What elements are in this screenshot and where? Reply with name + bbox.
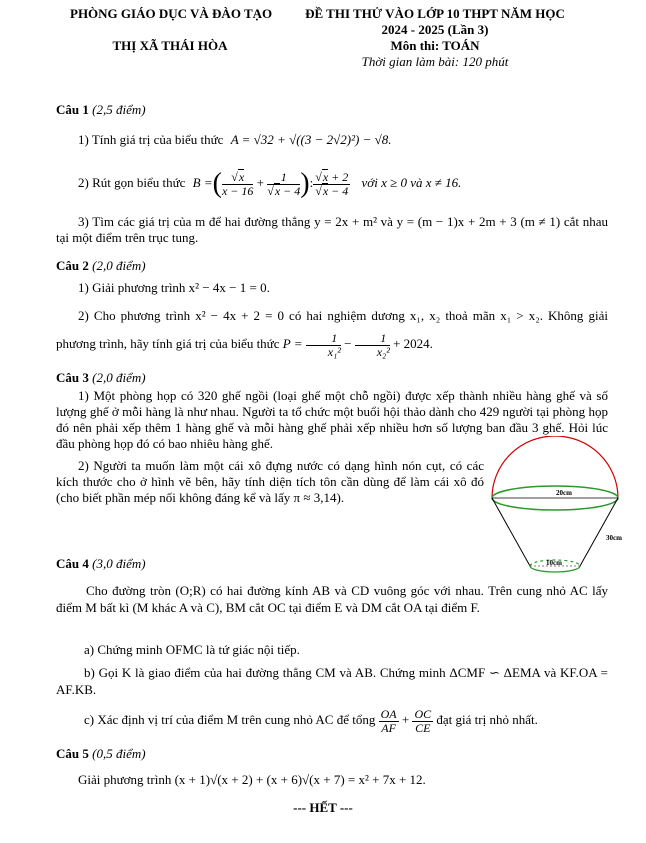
cau2-heading: Câu 2 (2,0 điểm) — [56, 258, 146, 273]
cau2-q1: 1) Giải phương trình x² − 4x − 1 = 0. — [78, 280, 270, 295]
school-district: THỊ XÃ THÁI HÒA — [112, 38, 228, 53]
exam-title: ĐỀ THI THỬ VÀO LỚP 10 THPT NĂM HỌC — [305, 6, 565, 21]
cau4-qc: c) Xác định vị trí của điểm M trên cung nhỏ AC để tổng $\frac{OA}{AF}$ + $\frac{OC}{CE}$ đạt giá trị nhỏ nhất. — [84, 706, 538, 735]
cau4-intro: Cho đường tròn (O;R) có hai đường kính AB và CD vuông góc với nhau. Trên cung nhỏ AC lấy điểm M bất kì (M khác A và C), BM cắt OC tại điểm E và DM cắt OA tại điểm F. — [56, 583, 608, 615]
cau1-q1: 1) Tính giá trị của biểu thức A = √32 + √((3 − 2√2)²) − √8. — [78, 132, 392, 147]
label-side: 30cm — [606, 534, 622, 542]
label-top: 20cm — [556, 489, 572, 497]
cau1-q3: 3) Tìm các giá trị của m để hai đường thẳng y = 2x + m² và y = (m − 1)x + 2m + 3 (m ≠ 1) cắt nhau tại một điểm trên trục tung. — [56, 214, 608, 245]
cau1-q2-expression: B = — [192, 175, 213, 190]
cau4-qa: a) Chứng minh OFMC là tứ giác nội tiếp. — [84, 642, 300, 657]
label-bottom: 10cm — [546, 559, 562, 567]
cau3-q2: 2) Người ta muốn làm một cái xô đựng nước có dạng hình nón cụt, có các kích thước cho ở hình vẽ bên, hãy tính diện tích tôn cần dùng để làm cái xô đó (cho biết phần mép nối không đáng kể và lấy π ≈ 3,14). — [56, 458, 484, 505]
cau2-q2: 2) Cho phương trình x² − 4x + 2 = 0 có hai nghiệm dương x₁, x₂ thoả mãn x₁ > x₂. Không giải phương trình, hãy tính giá trị của biểu thức P = $\frac{1}{\text{x₁²}}$ − $\frac{1}{\text{x₂²}}$ + 2024. — [56, 308, 608, 359]
exam-year: 2024 - 2025 (Lần 3) — [381, 22, 489, 37]
cau3-heading: Câu 3 (2,0 điểm) — [56, 370, 146, 385]
cau5-heading: Câu 5 (0,5 điểm) — [56, 746, 146, 761]
exam-subject: Môn thi: TOÁN — [390, 38, 480, 53]
cau1-heading: Câu 1 (2,5 điểm) — [56, 102, 146, 117]
end-marker: --- HẾT --- — [293, 800, 353, 815]
school-department: PHÒNG GIÁO DỤC VÀ ĐÀO TẠO — [70, 6, 273, 21]
bucket-figure — [480, 436, 630, 586]
cau4-heading: Câu 4 (3,0 điểm) — [56, 556, 146, 571]
cau3-q1: 1) Một phòng họp có 320 ghế ngồi (loại ghế một chỗ ngồi) được xếp thành nhiều hàng ghế và số lượng ghế ở mỗi hàng là như nhau. Người ta tổ chức một buổi hội thảo dành cho 429 người tại phòng họp đó nên phải xếp thêm 1 hàng ghế và mỗi hàng ghế phải xếp nhiều hơn số lượng ban đầu 3 ghế. Hỏi lúc đầu phòng họp đó có bao nhiêu hàng ghế. — [56, 388, 608, 451]
exam-duration: Thời gian làm bài: 120 phút — [361, 54, 509, 69]
cau4-qb: b) Gọi K là giao điểm của hai đường thẳng CM và AB. Chứng minh ΔCMF ∽ ΔEMA và KF.OA = AF.KB. — [56, 665, 608, 697]
cau5-q: Giải phương trình (x + 1)√(x + 2) + (x + 6)√(x + 7) = x² + 7x + 12. — [78, 772, 426, 787]
cau1-q2: 2) Rút gọn biểu thức B =( $\frac{√x}{x - 16}$ + $\frac{1}{√x - 4}$ ): $\frac{√x + 2}{√x - 4}$ với x ≥ 0 và x ≠ 16. — [78, 168, 462, 200]
